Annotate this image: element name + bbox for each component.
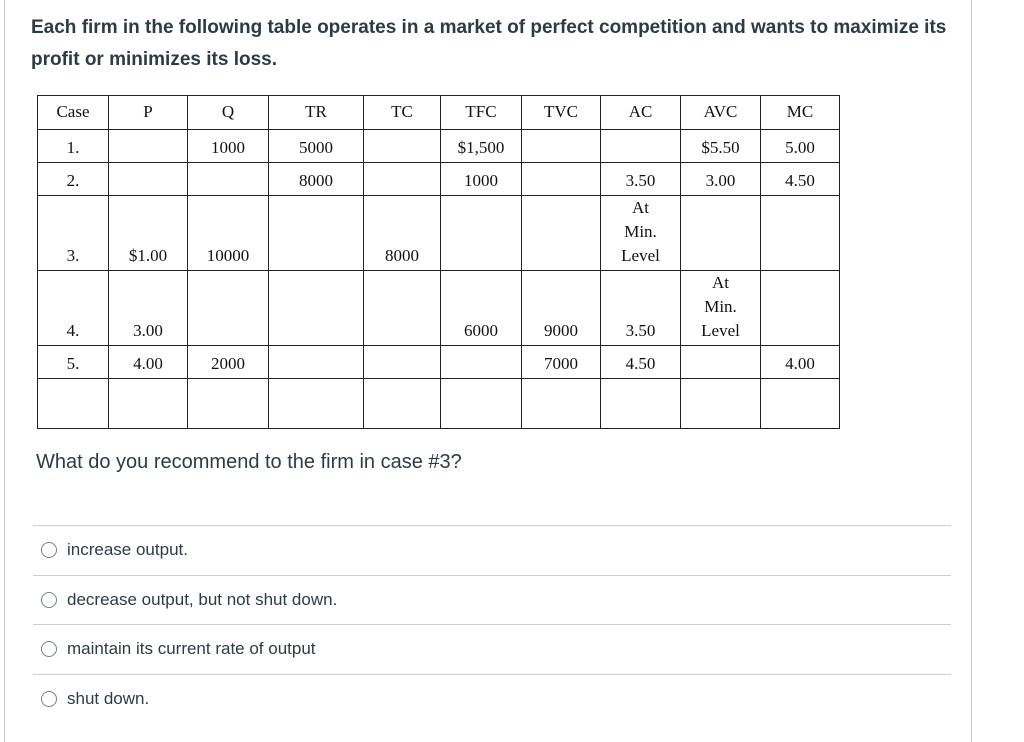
table-cell: 3.50 — [601, 271, 681, 346]
table-cell — [761, 379, 840, 429]
table-cell — [188, 379, 269, 429]
table-cell: $5.50 — [681, 130, 761, 163]
answer-option-maintain-output[interactable] — [33, 624, 951, 674]
table-row — [38, 163, 840, 196]
table-cell: At Min. Level — [681, 271, 761, 346]
table-cell: 3.50 — [601, 163, 681, 196]
table-cell: 6000 — [441, 271, 522, 346]
table-cell: 3.00 — [681, 163, 761, 196]
table-cell — [441, 346, 522, 379]
table-cell — [109, 163, 188, 196]
quiz-question-panel — [4, 0, 972, 742]
table-cell: $1,500 — [441, 130, 522, 163]
radio-button-icon[interactable] — [41, 641, 57, 657]
radio-button-icon[interactable] — [41, 691, 57, 707]
table-row — [38, 379, 840, 429]
table-cell: 3. — [38, 196, 109, 271]
table-cell: At Min. Level — [601, 196, 681, 271]
table-cell — [601, 130, 681, 163]
answer-label: decrease output, but not shut down. — [67, 589, 338, 609]
table-cell — [188, 163, 269, 196]
table-cell — [441, 196, 522, 271]
question-text: Each firm in the following table operates in a market of perfect competition and wants to maximize its profit or minimizes its loss. — [31, 17, 947, 70]
table-cell: 5. — [38, 346, 109, 379]
table-cell — [269, 379, 364, 429]
table-cell — [522, 130, 601, 163]
table-cell — [109, 379, 188, 429]
table-cell: 7000 — [522, 346, 601, 379]
answer-option-increase-output[interactable] — [33, 525, 951, 575]
table-cell — [269, 196, 364, 271]
header-mc: MC — [761, 96, 840, 130]
table-cell: 3.00 — [109, 271, 188, 346]
radio-button-icon[interactable] — [41, 592, 57, 608]
table-cell: $1.00 — [109, 196, 188, 271]
answer-option-decrease-output[interactable] — [33, 575, 951, 625]
header-case: Case — [38, 96, 109, 130]
table-cell — [681, 196, 761, 271]
table-cell — [269, 271, 364, 346]
header-ac: AC — [601, 96, 681, 130]
question-prompt: What do you recommend to the firm in case #3? — [36, 451, 462, 473]
table-row — [38, 271, 840, 346]
table-header-row — [38, 96, 840, 130]
answer-label: maintain its current rate of output — [67, 639, 316, 659]
table-cell — [761, 196, 840, 271]
header-tvc: TVC — [522, 96, 601, 130]
table-cell: 8000 — [364, 196, 441, 271]
table-row — [38, 196, 840, 271]
table-cell — [522, 379, 601, 429]
header-avc: AVC — [681, 96, 761, 130]
header-p: P — [109, 96, 188, 130]
header-tfc: TFC — [441, 96, 522, 130]
table-cell: 8000 — [269, 163, 364, 196]
header-tr: TR — [269, 96, 364, 130]
answer-label: increase output. — [67, 540, 188, 560]
table-cell — [364, 271, 441, 346]
answer-option-shut-down[interactable] — [33, 674, 951, 724]
table-cell — [364, 346, 441, 379]
table-cell — [269, 346, 364, 379]
table-cell: 10000 — [188, 196, 269, 271]
table-cell: 4.00 — [109, 346, 188, 379]
table-row — [38, 346, 840, 379]
table-cell — [761, 271, 840, 346]
answer-label: shut down. — [67, 688, 150, 708]
table-cell — [109, 130, 188, 163]
table-cell — [522, 196, 601, 271]
header-q: Q — [188, 96, 269, 130]
table-cell: 5.00 — [761, 130, 840, 163]
answer-list — [33, 525, 951, 723]
table-cell — [188, 271, 269, 346]
table-cell: 9000 — [522, 271, 601, 346]
table-cell — [522, 163, 601, 196]
radio-button-icon[interactable] — [41, 542, 57, 558]
table-cell: 5000 — [269, 130, 364, 163]
table-cell: 4.50 — [761, 163, 840, 196]
table-cell — [38, 379, 109, 429]
table-cell — [364, 379, 441, 429]
table-cell: 1000 — [188, 130, 269, 163]
table-cell — [601, 379, 681, 429]
table-cell — [364, 163, 441, 196]
cost-table — [37, 95, 840, 429]
table-cell: 2. — [38, 163, 109, 196]
table-cell — [364, 130, 441, 163]
table-cell: 1000 — [441, 163, 522, 196]
table-cell: 4. — [38, 271, 109, 346]
header-tc: TC — [364, 96, 441, 130]
table-cell: 1. — [38, 130, 109, 163]
table-cell — [441, 379, 522, 429]
table-cell — [681, 346, 761, 379]
table-cell: 4.50 — [601, 346, 681, 379]
table-cell — [681, 379, 761, 429]
table-cell: 2000 — [188, 346, 269, 379]
table-cell: 4.00 — [761, 346, 840, 379]
table-row — [38, 130, 840, 163]
